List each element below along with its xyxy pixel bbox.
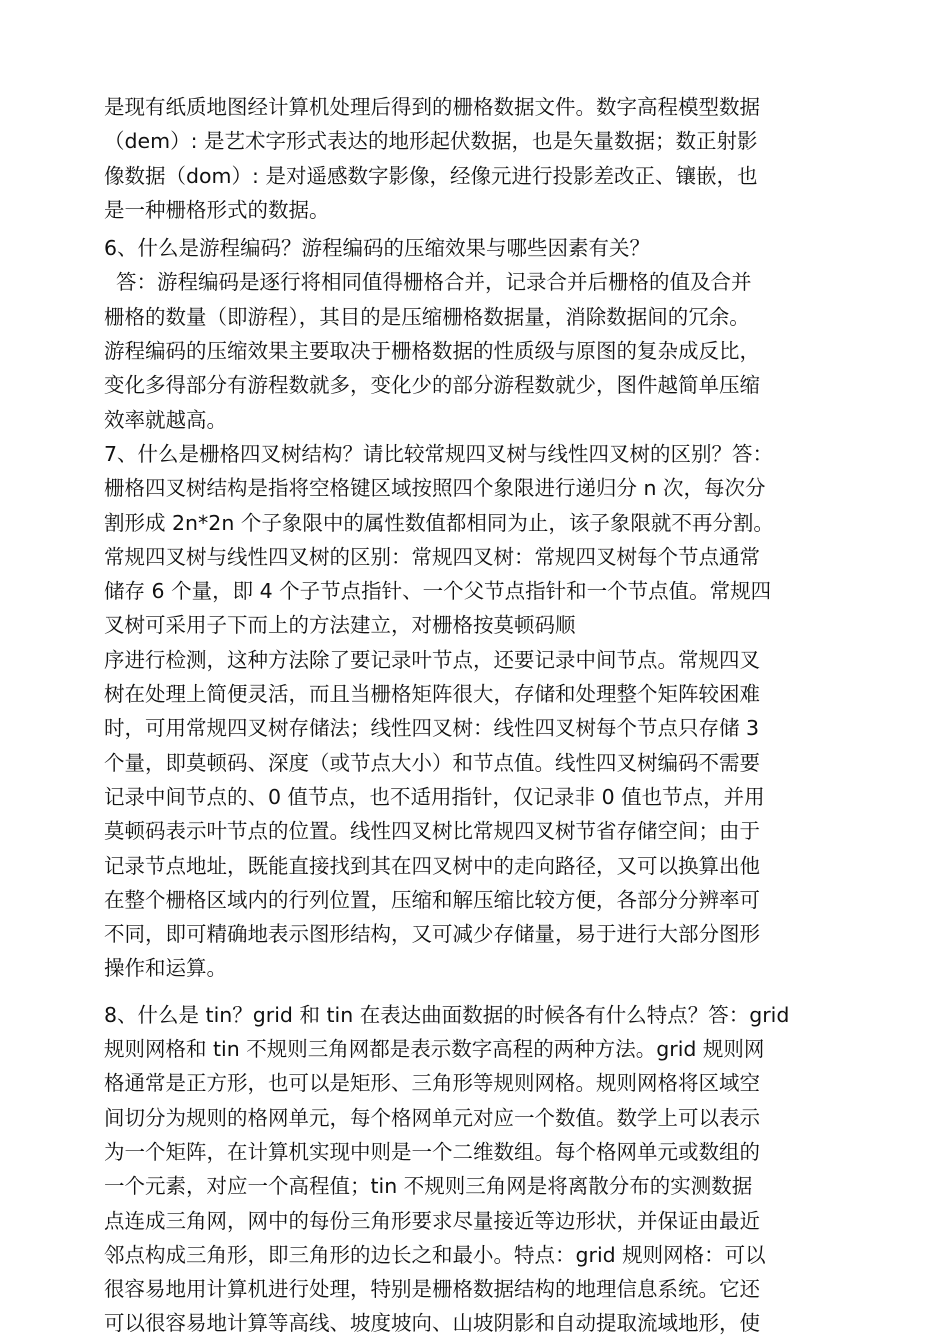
paragraph-intro [104,90,856,227]
answer-line: 记录节点地址，既能直接找到其在四叉树中的走向路径，又可以换算出他 [104,853,760,878]
answer-line: 格通常是正方形，也可以是矩形、三角形等规则网格。规则网格将区域空 [104,1071,760,1096]
answer-line: 可以很容易地计算等高线、坡度坡向、山坡阴影和自动提取流域地形，使 [104,1311,760,1336]
text-line: 像数据（dom）: 是对遥感数字影像，经像元进行投影差改正、镶嵌，也 [104,163,758,188]
answer-line: 叉树可采用子下而上的方法建立，对栅格按莫顿码顺 [104,613,576,638]
question-7 [104,437,856,986]
answer-line: 效率就越高。 [104,407,227,432]
spacer [104,986,856,998]
answer-line: 序进行检测，这种方法除了要记录叶节点，还要记录中间节点。常规四叉 [104,647,760,672]
question-heading: 8、什么是 tin？grid 和 tin 在表达曲面数据的时候各有什么特点？答：grid [104,1002,790,1027]
answer-line: 间切分为规则的格网单元，每个格网单元对应一个数值。数学上可以表示 [104,1105,760,1130]
answer-line: 邻点构成三角形，即三角形的边长之和最小。特点：grid 规则网格：可以 [104,1242,766,1267]
text-line: 是一种栅格形式的数据。 [104,197,330,222]
answer-line: 树在处理上简便灵活，而且当栅格矩阵很大，存储和处理整个矩阵较困难 [104,682,760,707]
question-heading: 7、什么是栅格四叉树结构？请比较常规四叉树与线性四叉树的区别？答： [104,441,774,466]
answer-line: 莫顿码表示叶节点的位置。线性四叉树比常规四叉树节省存储空间；由于 [104,819,760,844]
answer-line: 栅格的数量（即游程），其目的是压缩栅格数据量，消除数据间的冗余。 [104,304,750,329]
text-line: （dem）: 是艺术字形式表达的地形起伏数据，也是矢量数据；数正射影 [104,129,758,154]
question-8 [104,998,856,1341]
answer-line: 点连成三角网，网中的每份三角形要求尽量接近等边形状，并保证由最近 [104,1208,760,1233]
answer-line: 在整个栅格区域内的行列位置，压缩和解压缩比较方便，各部分分辨率可 [104,887,760,912]
answer-line: 个量，即莫顿码、深度（或节点大小）和节点值。线性四叉树编码不需要 [104,750,760,775]
text-line: 是现有纸质地图经计算机处理后得到的栅格数据文件。数字高程模型数据 [104,95,760,119]
answer-line: 游程编码的压缩效果主要取决于栅格数据的性质级与原图的复杂成反比， [104,339,760,364]
question-6 [104,231,856,437]
answer-line: 时，可用常规四叉树存储法；线性四叉树：线性四叉树每个节点只存储 3 [104,716,760,741]
answer-line: 很容易地用计算机进行处理，特别是栅格数据结构的地理信息系统。它还 [104,1277,760,1302]
answer-line: 割形成 2n*2n 个子象限中的属性数值都相同为止，该子象限就不再分割。 [104,510,774,535]
answer-line: 变化多得部分有游程数就多，变化少的部分游程数就少，图件越简单压缩 [104,373,760,398]
answer-line: 记录中间节点的、0 值节点，也不适用指针，仅记录非 0 值也节点，并用 [104,784,765,809]
answer-line: 常规四叉树与线性四叉树的区别：常规四叉树：常规四叉树每个节点通常 [104,544,760,569]
answer-line: 操作和运算。 [104,956,227,981]
answer-line: 不同，即可精确地表示图形结构，又可减少存储量，易于进行大部分图形 [104,922,760,947]
answer-line: 为一个矩阵，在计算机实现中则是一个二维数组。每个格网单元或数组的 [104,1139,760,1164]
question-heading: 6、什么是游程编码？游程编码的压缩效果与哪些因素有关？ [104,236,651,261]
document-body [104,90,856,1341]
answer-line: 一个元素，对应一个高程值；tin 不规则三角网是将离散分布的实测数据 [104,1174,753,1199]
answer-line: 栅格四叉树结构是指将空格键区域按照四个象限进行递归分 n 次，每次分 [104,476,766,501]
answer-line: 储存 6 个量，即 4 个子节点指针、一个父节点指针和一个节点值。常规四 [104,579,772,604]
answer-line: 答：游程编码是逐行将相同值得栅格合并，记录合并后栅格的值及合并 [116,270,752,295]
answer-line: 规则网格和 tin 不规则三角网都是表示数字高程的两种方法。grid 规则网 [104,1037,765,1062]
